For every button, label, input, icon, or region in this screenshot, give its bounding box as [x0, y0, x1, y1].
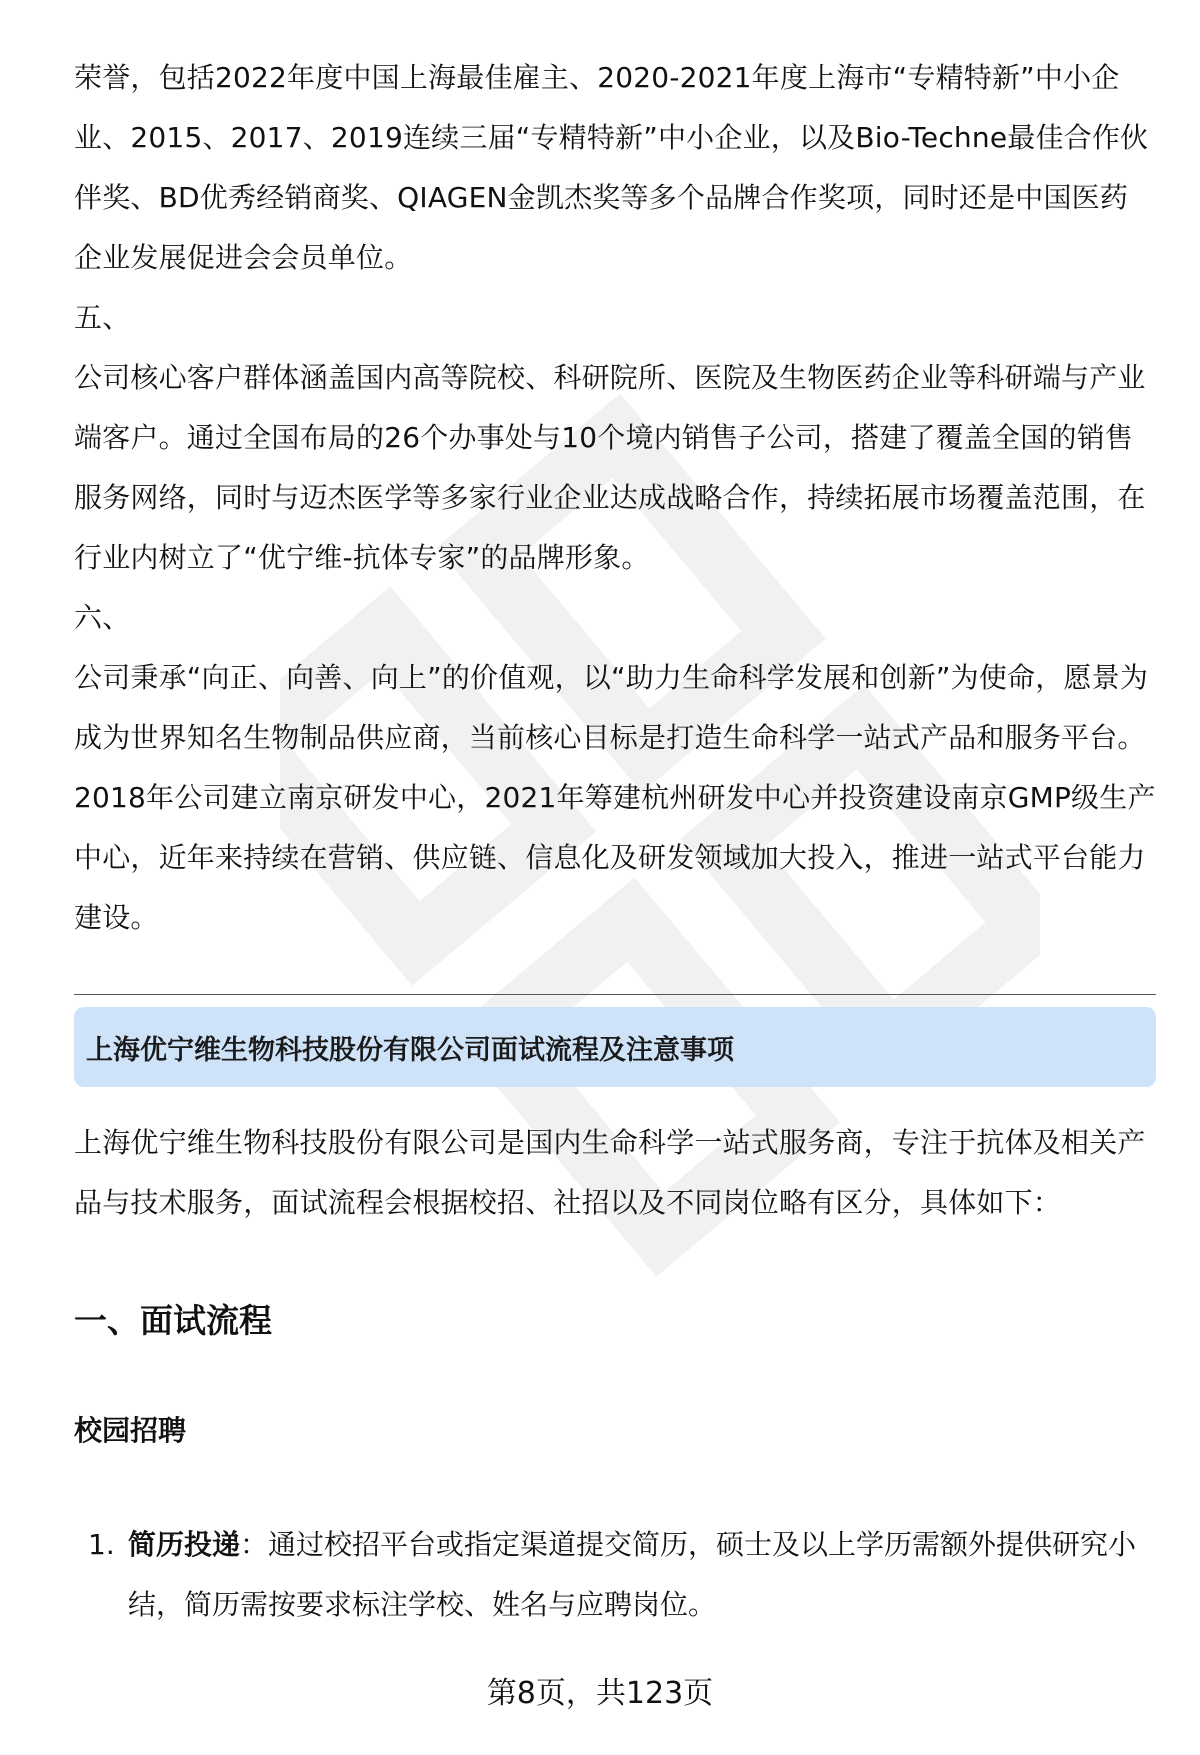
banner-title: 上海优宁维生物科技股份有限公司面试流程及注意事项 — [86, 1034, 734, 1066]
page-footer — [0, 1668, 1200, 1712]
section-banner — [74, 1007, 1156, 1087]
document-page — [74, 48, 1156, 1635]
heading-six: 六、 — [74, 601, 131, 634]
paragraph-five: 公司核心客户群体涵盖国内高等院校、科研院所、医院及生物医药企业等科研端与产业端客户。通过全国布局的26个办事处与10个境内销售子公司，搭建了覆盖全国的销售服务网络，同时与迈杰医学等多家行业企业达成战略合作，持续拓展市场覆盖范围，在行业内树立了“优宁维-抗体专家”的品牌形象。 — [74, 361, 1146, 574]
interview-process-heading: 一、面试流程 — [74, 1301, 272, 1340]
list-item-text: ：通过校招平台或指定渠道提交简历，硕士及以上学历需额外提供研究小结，简历需按要求标注学校、姓名与应聘岗位。 — [128, 1528, 1137, 1621]
campus-recruitment-heading: 校园招聘 — [74, 1414, 187, 1447]
process-list — [74, 1515, 1156, 1635]
page-number: 第8页，共123页 — [486, 1676, 714, 1711]
list-item-title: 简历投递 — [128, 1528, 241, 1561]
section-divider — [74, 994, 1156, 995]
list-item-number: 1. — [88, 1528, 115, 1561]
paragraph-honors: 荣誉，包括2022年度中国上海最佳雇主、2020-2021年度上海市“专精特新”中小企业、2015、2017、2019连续三届“专精特新”中小企业，以及Bio-Techne最佳合作伙伴奖、BD优秀经销商奖、QIAGEN金凯杰奖等多个品牌合作奖项，同时还是中国医药企业发展促进会会员单位。 — [74, 61, 1149, 274]
heading-five: 五、 — [74, 301, 131, 334]
intro-paragraph: 上海优宁维生物科技股份有限公司是国内生命科学一站式服务商，专注于抗体及相关产品与技术服务，面试流程会根据校招、社招以及不同岗位略有区分，具体如下： — [74, 1126, 1146, 1219]
list-item — [74, 1515, 1156, 1635]
paragraph-six: 公司秉承“向正、向善、向上”的价值观，以“助力生命科学发展和创新”为使命，愿景为成为世界知名生物制品供应商，当前核心目标是打造生命科学一站式产品和服务平台。2018年公司建立南京研发中心，2021年筹建杭州研发中心并投资建设南京GMP级生产中心，近年来持续在营销、供应链、信息化及研发领域加大投入，推进一站式平台能力建设。 — [74, 661, 1156, 934]
